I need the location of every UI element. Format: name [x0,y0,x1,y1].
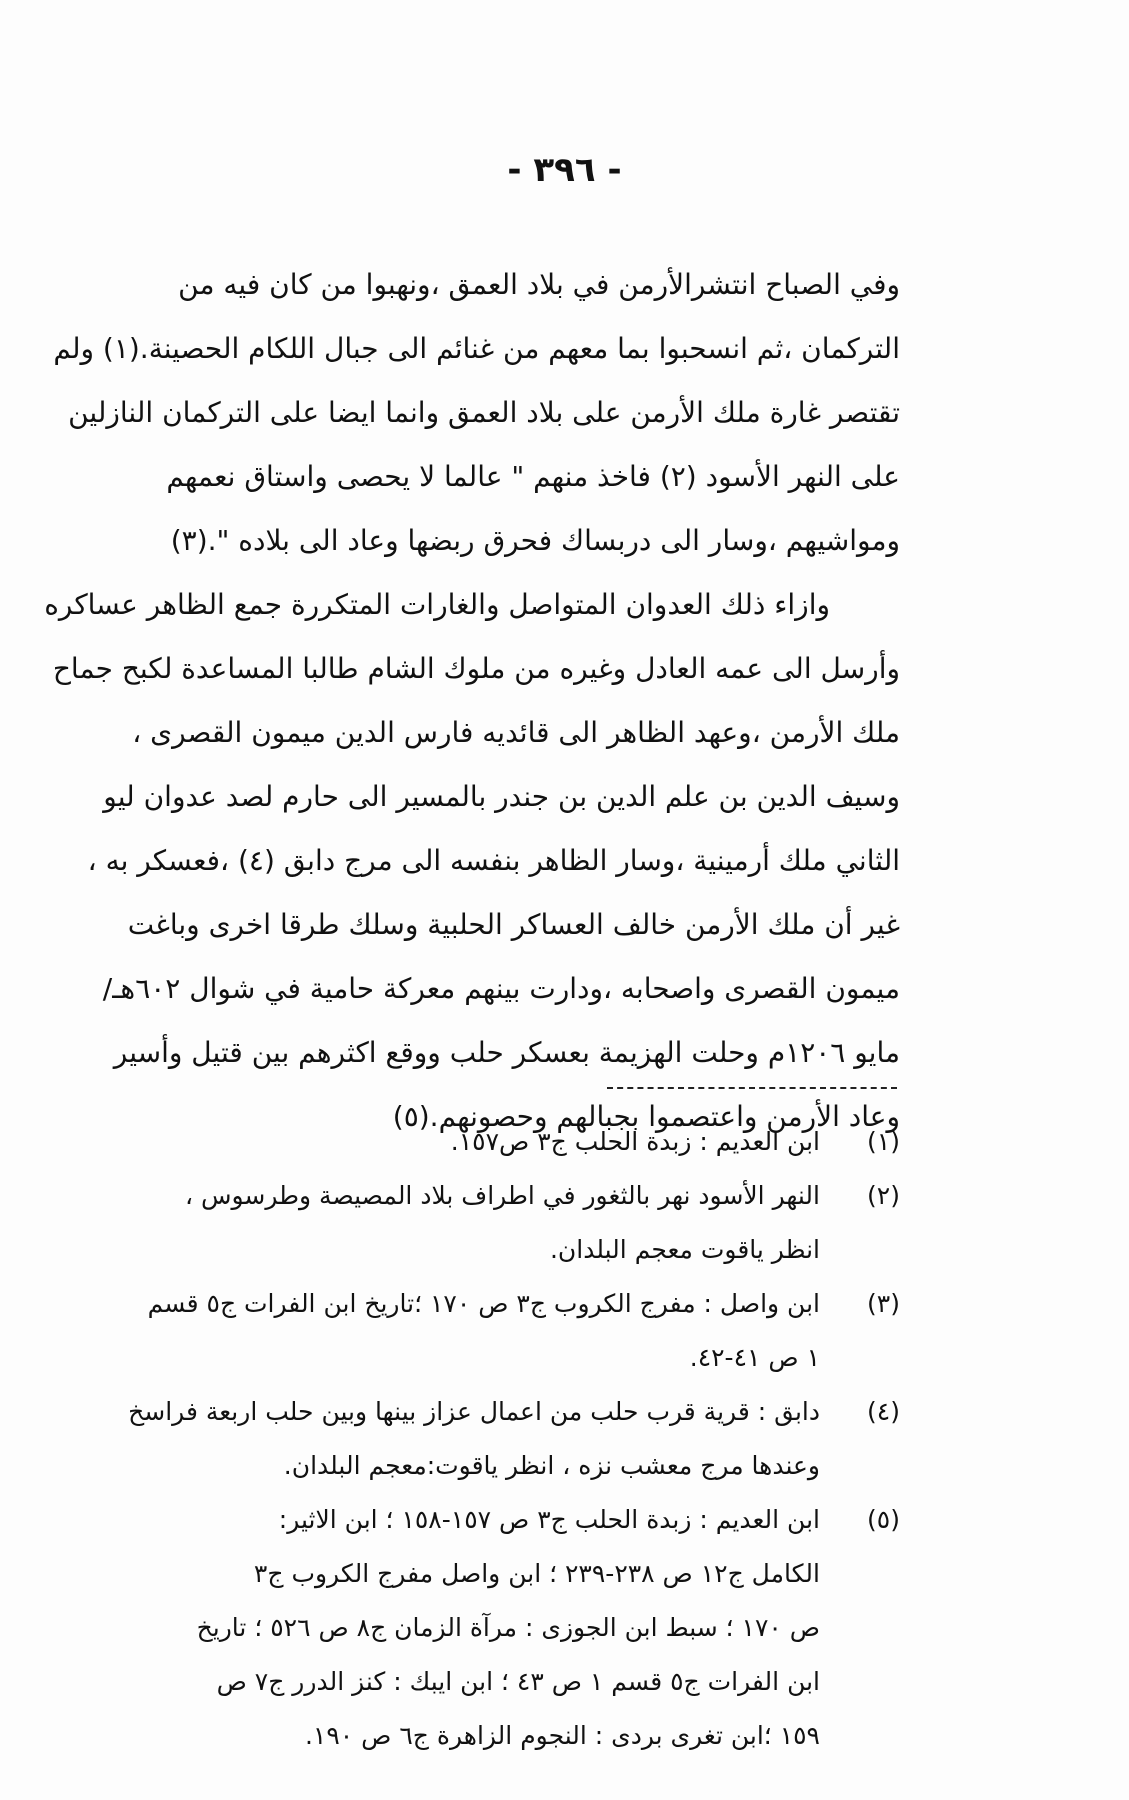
body-line: وسيف الدين بن علم الدين بن جندر بالمسير الى حارم لصد عدوان ليو [103,780,900,813]
body-line: ميمون القصرى واصحابه ،ودارت بينهم معركة حامية في شوال ٦٠٢هـ/ [102,972,900,1005]
footnote-separator [607,1087,897,1089]
body-line: وأرسل الى عمه العادل وغيره من ملوك الشام طالبا المساعدة لكبح جماح [52,652,900,685]
footnote-text: ابن واصل : مفرج الكروب ج٣ ص ١٧٠ ؛تاريخ ابن الفرات ج٥ قسم [147,1289,820,1318]
footnote-number: (٣) [867,1289,900,1318]
body-line: مايو ١٢٠٦م وحلت الهزيمة بعسكر حلب ووقع اكثرهم بين قتيل وأسير [113,1036,900,1069]
footnote-text: ١ ص ٤١-٤٢. [689,1343,820,1372]
body-line: وفي الصباح انتشرالأرمن في بلاد العمق ،ونهبوا من كان فيه من [178,268,900,301]
footnote-text: ص ١٧٠ ؛ سبط ابن الجوزى : مرآة الزمان ج٨ ص ٥٢٦ ؛ تاريخ [196,1613,820,1642]
body-line: الثاني ملك أرمينية ،وسار الظاهر بنفسه الى مرج دابق (٤) ،فعسكر به ، [87,844,900,877]
footnote-text: ابن العديم : زبدة الحلب ج٣ ص ١٥٧-١٥٨ ؛ ابن الاثير: [278,1505,820,1534]
page-number: - ٣٩٦ - [507,150,622,190]
footnote-text: الكامل ج١٢ ص ٢٣٨-٢٣٩ ؛ ابن واصل مفرج الكروب ج٣ [253,1559,820,1588]
footnote-text: وعندها مرج معشب نزه ، انظر ياقوت:معجم البلدان. [283,1451,820,1480]
footnote-number: (٤) [867,1397,900,1426]
body-line: ملك الأرمن ،وعهد الظاهر الى قائديه فارس الدين ميمون القصرى ، [132,716,900,749]
body-line: تقتصر غارة ملك الأرمن على بلاد العمق وانما ايضا على التركمان النازلين [68,396,900,429]
footnote-number: (١) [867,1127,900,1156]
footnote-4 [100,1385,900,1493]
body-line: غير أن ملك الأرمن خالف العساكر الحلبية وسلك طرقا اخرى وباغت [127,908,900,941]
footnote-number: (٥) [867,1505,900,1534]
footnote-3 [100,1277,900,1385]
footnote-text: النهر الأسود نهر بالثغور في اطراف بلاد المصيصة وطرسوس ، [184,1181,820,1210]
footnote-text: دابق : قرية قرب حلب من اعمال عزاز بينها وبين حلب اربعة فراسخ [128,1397,820,1426]
footnote-text: ابن العديم : زبدة الحلب ج٣ ص١٥٧. [450,1127,820,1156]
footnote-text: ابن الفرات ج٥ قسم ١ ص ٤٣ ؛ ابن ايبك : كنز الدرر ج٧ ص [216,1667,820,1696]
body-line: على النهر الأسود (٢) فاخذ منهم " عالما لا يحصى واستاق نعمهم [166,460,900,493]
body-line: وعاد الأرمن واعتصموا بجبالهم وحصونهم.(٥) [392,1100,900,1133]
footnote-5 [100,1493,900,1763]
body-line: التركمان ،ثم انسحبوا بما معهم من غنائم الى جبال اللكام الحصينة.(١) ولم [53,332,900,365]
footnote-1 [100,1115,900,1169]
footnote-text: انظر ياقوت معجم البلدان. [549,1235,820,1264]
footnotes [100,1115,900,1763]
footnote-number: (٢) [867,1181,900,1210]
body-text [44,253,900,1149]
body-line: ومواشيهم ،وسار الى دربساك فحرق ربضها وعاد الى بلاده ".(٣) [170,524,900,557]
body-line: وازاء ذلك العدوان المتواصل والغارات المتكررة جمع الظاهر عساكره [44,588,830,621]
footnote-text: ١٥٩ ؛ابن تغرى بردى : النجوم الزاهرة ج٦ ص ١٩٠. [304,1721,820,1750]
footnote-2 [100,1169,900,1277]
